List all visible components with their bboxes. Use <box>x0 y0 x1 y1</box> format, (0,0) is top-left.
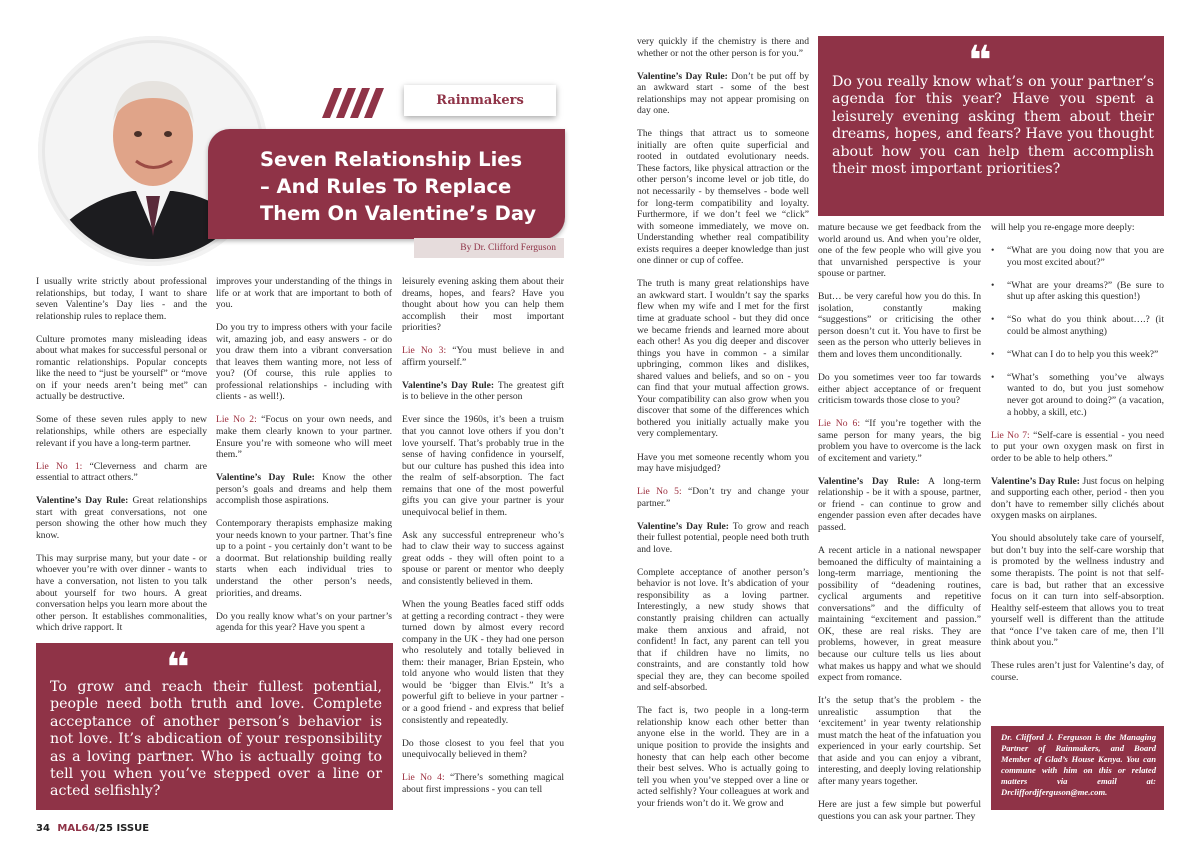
rule-label: Valentine’s Day Rule: <box>637 70 728 82</box>
rule-label: Valentine’s Day Rule: <box>402 379 495 391</box>
rule-5 <box>637 521 809 556</box>
lie-2 <box>216 414 392 460</box>
lie-label: Lie No 4: <box>402 772 445 784</box>
article-column-4 <box>637 36 809 821</box>
rule-text: To grow and reach their fullest potential, people need both truth and love. <box>637 520 809 555</box>
rule-label: Valentine’s Day Rule: <box>637 520 729 532</box>
paragraph: Complete acceptance of another person’s behavior is not love. It’s abdication of your responsibility as a loving partner. Interestingly, a new study shows that constantly praising children can actually make them anxious and afraid, not confident! In fact, any parent can tell you that if children have no limits, no constraints, and are constantly told how special they are, they can become spoiled and self-absorbed. <box>637 566 809 694</box>
rule-4 <box>637 71 809 117</box>
paragraph: The things that attract us to someone initially are often quite superficial and rooted in outdated evolutionary needs. These factors, like physical attraction or the other person’s income level or job title, do not necessarily - by themselves - bode well for long-term compatibility and loyalty. Furthermore, if we don’t feel we “click” with someone immediately, we move on. Understanding whether real compatibility exists requires a deeper knowledge than just one dinner or cup of coffee. <box>637 128 809 267</box>
list-item: • “So what do you think about….? (it could be almost anything) <box>991 314 1164 337</box>
lie-7 <box>991 430 1164 465</box>
paragraph: The truth is many great relationships have an awkward start. I wouldn’t say the sparks flew when my wife and I met for the first time at graduate school - but they did once we became friends and learned more about each other! As you dig deeper and discover things you have in common - a similar upbringing, common likes and dislikes, shared values and beliefs, and so on - you can find that your mutual affection grows. Your compatibility can also grow when you discover that some of the differences which bothered you initially actually make you very complementary. <box>637 278 809 440</box>
byline-box <box>414 238 564 258</box>
article-column-3 <box>402 276 564 807</box>
paragraph: mature because we get feedback from the world around us. And when you’re older, one of the few people who will give you that unvarnished perspective is your spouse or partner. <box>818 222 981 280</box>
article-column-1 <box>36 276 207 645</box>
lie-label: Lie No 1: <box>36 460 83 472</box>
paragraph: This may surprise many, but your date - or whoever you’re with over dinner - wants to have a conversation, not listen to you talk about yourself for two hours. A great conversation helps you learn more about the other person. It establishes commonalities, which drive rapport. It <box>36 552 207 634</box>
paragraph: You should absolutely take care of yourself, but don’t buy into the self-care worship that is promoted by the wellness industry and some therapists. The point is not that self-care is bad, but rather that an excessive focus on it can turn into self-absorption. Healthy self-esteem that allows you to treat yourself well is different than the attitude that “once I’ve taken care of me, then I’ll think about you.” <box>991 533 1164 649</box>
magazine-brand: MAL64 <box>57 823 96 834</box>
rule-label: Valentine’s Day Rule: <box>991 475 1080 487</box>
title-banner <box>208 129 565 239</box>
paragraph: very quickly if the chemistry is there and whether or not the other person is for you.” <box>637 36 809 59</box>
paragraph: Do those closest to you feel that you unequivocally believed in them? <box>402 737 564 761</box>
lie-text: “Self-care is essential - you need to put your own oxygen mask on first in order to be able to help others.” <box>991 429 1164 464</box>
paragraph: improves your understanding of the things in life or at work that are important to both of you. <box>216 276 392 311</box>
lie-text: “If you’re together with the same person for many years, the big problem you have to overcome is the lack of excitement and variety.” <box>818 418 981 464</box>
rule-7 <box>991 476 1164 522</box>
lie-text: “Cleverness and charm are essential to attract others.” <box>36 460 207 484</box>
rule-label: Valentine’s Day Rule: <box>818 475 920 487</box>
quote-mark-icon: ❛❛ <box>166 645 186 691</box>
lie-text: “Don’t try and change your partner.” <box>637 486 809 509</box>
section-tag-label: Rainmakers <box>436 93 524 108</box>
list-item: • “What are you doing now that you are you most excited about?” <box>991 245 1164 268</box>
paragraph: Do you sometimes veer too far towards either abject acceptance of or frequent criticism towards those close to you? <box>818 372 981 407</box>
lie-text: “Focus on your own needs, and make them clearly known to your partner. Ensure you’re with someone who will meet them.” <box>216 414 392 461</box>
paragraph: The fact is, two people in a long-term relationship know each other better than anyone else in the world. They are in a unique position to provide the insights and honesty that can help each other become their best selves. Who is actually going to tell you when you’ve stepped over a line or acted selfishly? Your colleagues at work and your friends won’t do it. We grow and <box>637 705 809 809</box>
lie-5 <box>637 486 809 509</box>
lie-label: Lie No 6: <box>818 418 861 430</box>
paragraph: When the young Beatles faced stiff odds at getting a recording contract - they were turned down by almost every record company in the UK - they had one person who resolutely and totally believed in them: their manager, Brian Epstein, who told anyone who would listen that they would be ‘bigger than Elvis.” It’s a powerful gift to believe in your partner - or a good friend - and express that belief consistently and repeatedly. <box>402 599 564 726</box>
paragraph: It’s the setup that’s the problem - the unrealistic assumption that the ‘excitement’ in year twenty relationship must match the heat of the infatuation you experienced in your early courtship. Set that aside and you can enjoy a vibrant, interesting, and deeply loving relationship after many years together. <box>818 695 981 787</box>
lie-text: “You must believe in and affirm yourself.” <box>402 345 564 368</box>
article-column-2 <box>216 276 392 645</box>
title-line: – And Rules To Replace <box>260 175 512 198</box>
list-item: • “What’s something you’ve always wanted to do, but you just somehow never got around to doing?” (a vacation, a hobby, a skill, etc.) <box>991 372 1164 418</box>
rule-label: Valentine’s Day Rule: <box>36 495 129 507</box>
lie-1 <box>36 461 207 484</box>
pull-quote-right <box>818 36 1164 216</box>
pull-quote-text: To grow and reach their fullest potential, people need both truth and love. Complete acceptance of another person’s behavior is not love. It’s abdication of your responsibility as a loving partner. Who is actually going to tell you when you’ve stepped over a line or acted selfishly? <box>50 679 382 800</box>
lie-6 <box>818 418 981 464</box>
rule-3 <box>402 380 564 403</box>
article-column-5 <box>818 222 981 834</box>
rule-text: Know the other person’s goals and dreams and help them accomplish those aspirations. <box>216 472 392 507</box>
page-footer <box>36 823 149 834</box>
byline: By Dr. Clifford Ferguson <box>460 243 556 253</box>
paragraph: I usually write strictly about professional relationships, but today, I want to share seven Valentine’s Day lies - and the relationship rules to replace them. <box>36 276 207 322</box>
paragraph: Have you met someone recently whom you may have misjudged? <box>637 451 809 475</box>
rule-text: The greatest gift is to believe in the other person <box>402 379 564 403</box>
paragraph: Ask any successful entrepreneur who’s had to claw their way to success against great odds - they will often point to a spouse or parent or mentor who deeply and consistently believed in them. <box>402 529 564 588</box>
question-list <box>991 245 1164 418</box>
page-number: 34 <box>36 823 50 834</box>
paragraph: These rules aren’t just for Valentine’s day, of course. <box>991 660 1164 683</box>
paragraph: Do you really know what’s on your partner’s agenda for this year? Have you spent a <box>216 610 392 634</box>
rule-text: Don’t be put off by an awkward start - some of the best relationships may not appear promising on day one. <box>637 70 809 117</box>
quote-mark-icon: ❛❛ <box>968 38 988 84</box>
article-title <box>260 146 560 227</box>
list-item: • “What are your dreams?” (Be sure to shut up after asking this question!) <box>991 280 1164 303</box>
paragraph: Culture promotes many misleading ideas about what makes for successful personal or romantic relationships. Popular concepts like the need to “just be yourself” or “move on if your needs aren’t being met” can actually be destructive. <box>36 333 207 403</box>
rule-text: A long-term relationship - be it with a spouse, partner, or friend - can continue to grow and engender passion even after decades have passed. <box>818 475 981 534</box>
issue-number: /25 ISSUE <box>95 823 150 834</box>
rule-6 <box>818 476 981 534</box>
paragraph: Ever since the 1960s, it’s been a truism that you cannot love others if you don’t love yourself. That’s probably true in the sense of having confidence in yourself, but our culture has pushed this idea into the realm of self-absorption. The fact remains that one of the most powerful gifts you can give your partner is your unequivocal belief in them. <box>402 414 564 518</box>
article-column-6 <box>991 222 1164 695</box>
rule-label: Valentine’s Day Rule: <box>216 472 315 484</box>
rule-text: Just focus on helping and supporting each other, period - then you don’t have to remember silly clichés about oxygen masks on airplanes. <box>991 475 1164 522</box>
section-tag <box>404 85 556 116</box>
title-line: Them On Valentine’s Day <box>260 202 537 225</box>
paragraph: Contemporary therapists emphasize making your needs known to your partner. That’s fine up to a point - you certainly don’t want to be a doormat. But relationship building really starts when each individual tries to understand the other person’s needs, priorities, and dreams. <box>216 518 392 599</box>
rule-text: Great relationships start with great conversations, not one person showing the other how much they know. <box>36 495 207 541</box>
pull-quote-left <box>36 643 393 810</box>
paragraph: But… be very careful how you do this. In isolation, constantly making “suggestions” or criticising the other person doesn’t cut it. You have to first be seen as the person who utterly believes in them and loves them unconditionally. <box>818 291 981 360</box>
title-line: Seven Relationship Lies <box>260 148 523 171</box>
lie-label: Lie No 2: <box>216 414 257 426</box>
header-stripes <box>322 88 402 118</box>
lie-text: “There’s something magical about first impressions - you can tell <box>402 772 564 795</box>
paragraph: Here are just a few simple but powerful questions you can ask your partner. They <box>818 799 981 822</box>
lie-label: Lie No 5: <box>637 486 682 498</box>
paragraph: A recent article in a national newspaper bemoaned the difficulty of maintaining a long-term marriage, mentioning the possibility of “deadening routines, cyclical arguments and repetitive conversations” and the difficulty of maintaining “excitement and passion.” OK, these are real risks. They are problems, however, in great measure because our culture tells us lies about what makes us happy and what we should expect from romance. <box>818 545 981 684</box>
author-bio-box <box>991 726 1164 810</box>
paragraph: leisurely evening asking them about their dreams, hopes, and fears? Have you thought about how you can help them accomplish their most important priorities? <box>402 276 564 334</box>
lie-3 <box>402 345 564 368</box>
pull-quote-text: Do you really know what’s on your partner’s agenda for this year? Have you spent a leisurely evening asking them about their dreams, hopes, and fears? Have you thought about how you can help them accomplish their most important priorities? <box>832 74 1154 178</box>
paragraph: Do you try to impress others with your facile wit, amazing job, and easy answers - or do you draw them into a vibrant conversation that leaves them wanting more, not less of you? (Of course, this rule applies to professional relationships - including with clients - as well!). <box>216 322 392 403</box>
list-item: • “What can I do to help you this week?” <box>991 349 1164 361</box>
lie-label: Lie No 7: <box>991 429 1030 441</box>
lie-4 <box>402 772 564 795</box>
rule-2 <box>216 472 392 507</box>
rule-1 <box>36 495 207 541</box>
author-bio: Dr. Clifford J. Ferguson is the Managing Partner of Rainmakers, and Board Member of Glad’s House Kenya. You can commune with him on this or related matters via email at: Drcliffordjferguson@me.com. <box>1001 732 1156 797</box>
lie-label: Lie No 3: <box>402 345 447 357</box>
paragraph: will help you re-engage more deeply: <box>991 222 1135 233</box>
paragraph: Some of these seven rules apply to new relationships, while others are especially relevant if you have a long-term partner. <box>36 414 207 449</box>
